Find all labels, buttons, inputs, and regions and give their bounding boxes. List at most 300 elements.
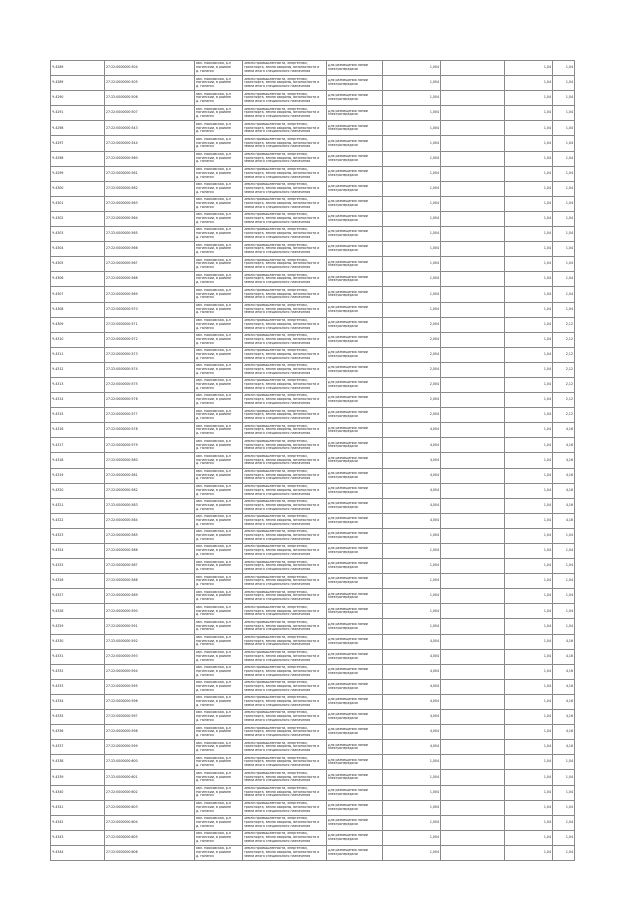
address-cell-line: обл. Московская, р-н: [196, 847, 232, 851]
permitted-use-cell-line: Для размещения линий: [328, 622, 368, 626]
land-category-cell-line: транспорта, земли обороны, безопасности и: [244, 820, 320, 824]
land-category-cell: [243, 332, 327, 347]
empty-cell: [441, 408, 505, 423]
permitted-use-cell-line: электропередачи: [328, 717, 358, 721]
cadastral-number-cell: 27:22:0000000:592: [105, 634, 195, 649]
empty-cell: [441, 845, 505, 860]
land-category-cell-line: Земли промышленности, энергетики,: [244, 198, 308, 202]
table-row: [51, 574, 575, 589]
address-cell-line: обл. Московская, р-н: [196, 122, 232, 126]
cadastral-number-cell: 27:22:0000000:603: [105, 800, 195, 815]
cadastral-number-cell: 27:22:0000000:575: [105, 377, 195, 392]
result-value-cell: 2,12: [553, 362, 575, 377]
permitted-use-cell-line: Для размещения линий: [328, 260, 368, 264]
permitted-use-cell: [327, 634, 383, 649]
land-category-cell-line: транспорта, земли обороны, безопасности и: [244, 564, 320, 568]
cadastral-number-cell: 27:22:0000000:597: [105, 710, 195, 725]
table-row: [51, 347, 575, 362]
result-value-cell: 1,04: [553, 589, 575, 604]
permitted-use-cell-line: Для размещения линий: [328, 335, 368, 339]
parcel-id-cell: Ч-4338: [51, 755, 105, 770]
result-value-cell: 1,04: [553, 845, 575, 860]
land-category-cell: [243, 211, 327, 226]
land-category-cell-line: земли иного специального назначения: [244, 371, 311, 375]
permitted-use-cell: [327, 740, 383, 755]
area-value-cell: 4,004: [383, 740, 441, 755]
coefficient-cell: 1,04: [505, 227, 553, 242]
area-value-cell: 1,004: [383, 136, 441, 151]
address-cell-line: д. Ногинск: [196, 764, 215, 768]
land-category-cell: [243, 302, 327, 317]
permitted-use-cell: [327, 423, 383, 438]
parcel-id-cell: Ч-4321: [51, 498, 105, 513]
land-category-cell-line: Земли промышленности, энергетики,: [244, 319, 308, 323]
empty-cell: [441, 453, 505, 468]
land-category-cell-line: Земли промышленности, энергетики,: [244, 545, 308, 549]
address-cell-line: обл. Московская, р-н: [196, 379, 232, 383]
permitted-use-cell-line: Для размещения линий: [328, 849, 368, 853]
area-value-cell: 4,004: [383, 710, 441, 725]
area-value-cell: 1,004: [383, 544, 441, 559]
land-category-cell-line: Земли промышленности, энергетики,: [244, 273, 308, 277]
land-category-cell: [243, 574, 327, 589]
area-value-cell: 1,004: [383, 589, 441, 604]
land-category-cell-line: Земли промышленности, энергетики,: [244, 364, 308, 368]
address-cell-line: обл. Московская, р-н: [196, 605, 232, 609]
address-cell-line: Ногинский, в районе: [196, 639, 231, 643]
land-category-cell-line: Земли промышленности, энергетики,: [244, 243, 308, 247]
parcel-id-cell: Ч-4320: [51, 483, 105, 498]
area-value-cell: 1,004: [383, 181, 441, 196]
permitted-use-cell-line: Для размещения линий: [328, 486, 368, 490]
area-value-cell: 1,004: [383, 272, 441, 287]
address-cell-line: обл. Московская, р-н: [196, 273, 232, 277]
land-category-cell-line: земли иного специального назначения: [244, 552, 311, 556]
area-value-cell: 1,004: [383, 227, 441, 242]
coefficient-cell: 1,04: [505, 453, 553, 468]
area-value-cell: 4,004: [383, 513, 441, 528]
cadastral-number-cell: 27:22:0000000:579: [105, 438, 195, 453]
land-category-cell-line: транспорта, земли обороны, безопасности и: [244, 685, 320, 689]
area-value-cell: 1,004: [383, 815, 441, 830]
land-category-cell-line: земли иного специального назначения: [244, 809, 311, 813]
parcel-id-cell: Ч-4319: [51, 468, 105, 483]
cadastral-number-cell: 27:22:0000000:561: [105, 166, 195, 181]
land-category-cell: [243, 287, 327, 302]
table-row: [51, 377, 575, 392]
result-value-cell: 1,04: [553, 544, 575, 559]
permitted-use-cell-line: Для размещения линий: [328, 698, 368, 702]
cadastral-number-cell: 27:22:0000000:543: [105, 121, 195, 136]
coefficient-cell: 1,04: [505, 61, 553, 76]
land-category-cell: [243, 468, 327, 483]
land-category-cell: [243, 830, 327, 845]
permitted-use-cell-line: электропередачи: [328, 354, 358, 358]
land-category-cell-line: транспорта, земли обороны, безопасности и: [244, 141, 320, 145]
cadastral-number-cell: 27:22:0000000:595: [105, 679, 195, 694]
address-cell-line: д. Ногинск: [196, 311, 215, 315]
land-category-cell: [243, 498, 327, 513]
land-category-cell: [243, 362, 327, 377]
result-value-cell: 1,04: [553, 559, 575, 574]
result-value-cell: 1,04: [553, 227, 575, 242]
land-category-cell-line: транспорта, земли обороны, безопасности и: [244, 579, 320, 583]
result-value-cell: 1,04: [553, 61, 575, 76]
parcel-id-cell: Ч-4300: [51, 181, 105, 196]
address-cell-line: д. Ногинск: [196, 69, 215, 73]
result-value-cell: 4,16: [553, 725, 575, 740]
address-cell: [195, 362, 243, 377]
address-cell-line: обл. Московская, р-н: [196, 741, 232, 745]
parcel-id-cell: Ч-4289: [51, 61, 105, 76]
permitted-use-cell: [327, 76, 383, 91]
land-category-cell-line: транспорта, земли обороны, безопасности и: [244, 549, 320, 553]
permitted-use-cell-line: Для размещения линий: [328, 124, 368, 128]
permitted-use-cell-line: электропередачи: [328, 218, 358, 222]
empty-cell: [441, 498, 505, 513]
cadastral-number-cell: 27:22:0000000:565: [105, 227, 195, 242]
permitted-use-cell: [327, 498, 383, 513]
permitted-use-cell-line: Для размещения линий: [328, 411, 368, 415]
permitted-use-cell: [327, 377, 383, 392]
parcel-id-cell: Ч-4302: [51, 211, 105, 226]
area-value-cell: 1,004: [383, 800, 441, 815]
land-category-cell-line: транспорта, земли обороны, безопасности и: [244, 458, 320, 462]
land-category-cell-line: транспорта, земли обороны, безопасности и: [244, 760, 320, 764]
land-category-cell-line: Земли промышленности, энергетики,: [244, 107, 308, 111]
area-value-cell: 1,004: [383, 604, 441, 619]
address-cell-line: д. Ногинск: [196, 718, 215, 722]
cadastral-number-cell: 27:22:0000000:605: [105, 830, 195, 845]
parcel-id-cell: Ч-4325: [51, 559, 105, 574]
area-value-cell: 4,004: [383, 664, 441, 679]
land-category-cell-line: земли иного специального назначения: [244, 658, 311, 662]
address-cell-line: Ногинский, в районе: [196, 81, 231, 85]
address-cell-line: д. Ногинск: [196, 613, 215, 617]
area-value-cell: 1,004: [383, 287, 441, 302]
permitted-use-cell-line: электропередачи: [328, 641, 358, 645]
land-category-cell-line: земли иного специального назначения: [244, 69, 311, 73]
permitted-use-cell: [327, 438, 383, 453]
area-value-cell: 1,004: [383, 528, 441, 543]
address-cell-line: Ногинский, в районе: [196, 156, 231, 160]
land-category-cell-line: Земли промышленности, энергетики,: [244, 590, 308, 594]
empty-cell: [441, 317, 505, 332]
land-category-cell: [243, 770, 327, 785]
land-category-cell-line: транспорта, земли обороны, безопасности и: [244, 277, 320, 281]
empty-cell: [441, 800, 505, 815]
area-value-cell: 1,004: [383, 106, 441, 121]
table-row: [51, 513, 575, 528]
result-value-cell: 4,16: [553, 483, 575, 498]
permitted-use-cell: [327, 528, 383, 543]
area-value-cell: 2,004: [383, 332, 441, 347]
result-value-cell: 4,16: [553, 710, 575, 725]
table-row: [51, 845, 575, 860]
coefficient-cell: 1,04: [505, 76, 553, 91]
parcel-id-cell: Ч-4324: [51, 544, 105, 559]
address-cell: [195, 423, 243, 438]
land-category-cell-line: Земли промышленности, энергетики,: [244, 424, 308, 428]
address-cell-line: Ногинский, в районе: [196, 458, 231, 462]
land-category-cell-line: Земли промышленности, энергетики,: [244, 92, 308, 96]
land-category-cell: [243, 815, 327, 830]
cadastral-number-cell: 27:22:0000000:602: [105, 785, 195, 800]
land-category-cell: [243, 785, 327, 800]
result-value-cell: 1,04: [553, 287, 575, 302]
table-body: [51, 61, 575, 861]
permitted-use-cell-line: Для размещения линий: [328, 456, 368, 460]
permitted-use-cell-line: электропередачи: [328, 626, 358, 630]
address-cell: [195, 815, 243, 830]
parcel-id-cell: Ч-4312: [51, 362, 105, 377]
address-cell-line: Ногинский, в районе: [196, 594, 231, 598]
permitted-use-cell: [327, 91, 383, 106]
parcel-id-cell: Ч-4333: [51, 679, 105, 694]
cadastral-number-cell: 27:22:0000000:593: [105, 649, 195, 664]
empty-cell: [441, 242, 505, 257]
cadastral-number-cell: 27:22:0000000:606: [105, 845, 195, 860]
area-value-cell: 1,004: [383, 166, 441, 181]
coefficient-cell: 1,04: [505, 287, 553, 302]
empty-cell: [441, 181, 505, 196]
address-cell-line: д. Ногинск: [196, 205, 215, 209]
permitted-use-cell-line: Для размещения линий: [328, 803, 368, 807]
cadastral-number-cell: 27:22:0000000:566: [105, 242, 195, 257]
address-cell-line: Ногинский, в районе: [196, 473, 231, 477]
address-cell-line: обл. Московская, р-н: [196, 349, 232, 353]
result-value-cell: 1,04: [553, 528, 575, 543]
result-value-cell: 4,16: [553, 453, 575, 468]
result-value-cell: 1,04: [553, 830, 575, 845]
land-category-cell-line: земли иного специального назначения: [244, 537, 311, 541]
permitted-use-cell-line: Для размещения линий: [328, 396, 368, 400]
land-category-cell: [243, 755, 327, 770]
area-value-cell: 1,004: [383, 61, 441, 76]
area-value-cell: 1,004: [383, 196, 441, 211]
coefficient-cell: 1,04: [505, 845, 553, 860]
parcel-id-cell: Ч-4326: [51, 574, 105, 589]
permitted-use-cell: [327, 106, 383, 121]
land-category-cell-line: земли иного специального назначения: [244, 628, 311, 632]
parcel-id-cell: Ч-4309: [51, 317, 105, 332]
empty-cell: [441, 619, 505, 634]
result-value-cell: 1,04: [553, 815, 575, 830]
land-category-cell-line: транспорта, земли обороны, безопасности и: [244, 700, 320, 704]
parcel-id-cell: Ч-4297: [51, 136, 105, 151]
permitted-use-cell-line: Для размещения линий: [328, 532, 368, 536]
parcel-id-cell: Ч-4306: [51, 272, 105, 287]
permitted-use-cell-line: Для размещения линий: [328, 305, 368, 309]
cadastral-number-cell: 27:22:0000000:544: [105, 136, 195, 151]
land-category-cell-line: Земли промышленности, энергетики,: [244, 771, 308, 775]
table-row: [51, 181, 575, 196]
parcel-id-cell: Ч-4290: [51, 91, 105, 106]
area-value-cell: 1,004: [383, 559, 441, 574]
land-category-cell-line: Земли промышленности, энергетики,: [244, 666, 308, 670]
permitted-use-cell-line: Для размещения линий: [328, 683, 368, 687]
land-category-cell-line: земли иного специального назначения: [244, 100, 311, 104]
address-cell-line: обл. Московская, р-н: [196, 500, 232, 504]
address-cell-line: Ногинский, в районе: [196, 534, 231, 538]
permitted-use-cell: [327, 362, 383, 377]
cadastral-number-cell: 27:22:0000000:573: [105, 347, 195, 362]
result-value-cell: 1,04: [553, 770, 575, 785]
coefficient-cell: 1,04: [505, 770, 553, 785]
address-cell-line: д. Ногинск: [196, 175, 215, 179]
coefficient-cell: 1,04: [505, 755, 553, 770]
area-value-cell: 2,004: [383, 317, 441, 332]
empty-cell: [441, 694, 505, 709]
permitted-use-cell-line: Для размещения линий: [328, 577, 368, 581]
address-cell: [195, 725, 243, 740]
parcel-id-cell: Ч-4298: [51, 121, 105, 136]
address-cell-line: д. Ногинск: [196, 281, 215, 285]
address-cell: [195, 740, 243, 755]
parcel-id-cell: Ч-4334: [51, 694, 105, 709]
address-cell-line: д. Ногинск: [196, 507, 215, 511]
address-cell-line: д. Ногинск: [196, 839, 215, 843]
land-category-cell-line: Земли промышленности, энергетики,: [244, 469, 308, 473]
result-value-cell: 1,04: [553, 785, 575, 800]
land-category-cell: [243, 740, 327, 755]
land-category-cell-line: земли иного специального назначения: [244, 507, 311, 511]
area-value-cell: 2,004: [383, 393, 441, 408]
cadastral-number-cell: 27:22:0000000:584: [105, 513, 195, 528]
land-category-cell-line: транспорта, земли обороны, безопасности и: [244, 171, 320, 175]
result-value-cell: 4,16: [553, 694, 575, 709]
permitted-use-cell: [327, 664, 383, 679]
permitted-use-cell-line: электропередачи: [328, 732, 358, 736]
table-row: [51, 815, 575, 830]
address-cell-line: обл. Московская, р-н: [196, 575, 232, 579]
address-cell-line: обл. Московская, р-н: [196, 771, 232, 775]
land-category-cell-line: транспорта, земли обороны, безопасности и: [244, 156, 320, 160]
area-value-cell: 4,004: [383, 498, 441, 513]
land-category-cell-line: транспорта, земли обороны, безопасности и: [244, 624, 320, 628]
permitted-use-cell: [327, 181, 383, 196]
permitted-use-cell-line: Для размещения линий: [328, 109, 368, 113]
address-cell-line: Ногинский, в районе: [196, 307, 231, 311]
land-category-cell: [243, 649, 327, 664]
land-category-cell: [243, 604, 327, 619]
address-cell-line: обл. Московская, р-н: [196, 545, 232, 549]
land-category-cell-line: земли иного специального назначения: [244, 568, 311, 572]
address-cell: [195, 755, 243, 770]
permitted-use-cell-line: Для размещения линий: [328, 834, 368, 838]
result-value-cell: 1,04: [553, 619, 575, 634]
parcel-id-cell: Ч-4343: [51, 830, 105, 845]
permitted-use-cell-line: Для размещения линий: [328, 592, 368, 596]
land-category-cell: [243, 151, 327, 166]
parcel-id-cell: Ч-4341: [51, 800, 105, 815]
land-category-cell-line: транспорта, земли обороны, безопасности и: [244, 232, 320, 236]
empty-cell: [441, 740, 505, 755]
coefficient-cell: 1,04: [505, 302, 553, 317]
address-cell: [195, 91, 243, 106]
permitted-use-cell: [327, 393, 383, 408]
parcel-id-cell: Ч-4332: [51, 664, 105, 679]
table-row: [51, 770, 575, 785]
table-row: [51, 227, 575, 242]
coefficient-cell: 1,04: [505, 528, 553, 543]
cadastral-number-cell: 27:22:0000000:585: [105, 528, 195, 543]
address-cell-line: д. Ногинск: [196, 537, 215, 541]
area-value-cell: 1,004: [383, 302, 441, 317]
permitted-use-cell-line: Для размещения линий: [328, 64, 368, 68]
land-category-cell: [243, 423, 327, 438]
land-category-cell-line: транспорта, земли обороны, безопасности и: [244, 835, 320, 839]
parcel-id-cell: Ч-4335: [51, 710, 105, 725]
result-value-cell: 1,04: [553, 136, 575, 151]
land-category-cell: [243, 377, 327, 392]
coefficient-cell: 1,04: [505, 468, 553, 483]
cadastral-number-cell: 27:22:0000000:598: [105, 725, 195, 740]
address-cell-line: обл. Московская, р-н: [196, 515, 232, 519]
address-cell-line: Ногинский, в районе: [196, 503, 231, 507]
table-row: [51, 362, 575, 377]
parcel-id-cell: Ч-4289: [51, 76, 105, 91]
permitted-use-cell-line: электропередачи: [328, 520, 358, 524]
table-row: [51, 800, 575, 815]
land-category-cell-line: земли иного специального назначения: [244, 613, 311, 617]
area-value-cell: 2,004: [383, 408, 441, 423]
land-category-cell: [243, 272, 327, 287]
area-value-cell: 1,004: [383, 257, 441, 272]
land-category-cell-line: Земли промышленности, энергетики,: [244, 605, 308, 609]
permitted-use-cell-line: электропередачи: [328, 566, 358, 570]
land-category-cell-line: транспорта, земли обороны, безопасности и: [244, 488, 320, 492]
coefficient-cell: 1,04: [505, 423, 553, 438]
empty-cell: [441, 604, 505, 619]
permitted-use-cell: [327, 347, 383, 362]
land-category-cell-line: Земли промышленности, энергетики,: [244, 696, 308, 700]
address-cell-line: обл. Московская, р-н: [196, 590, 232, 594]
permitted-use-cell-line: электропередачи: [328, 837, 358, 841]
result-value-cell: 1,04: [553, 91, 575, 106]
cadastral-number-cell: 27:22:0000000:576: [105, 393, 195, 408]
land-category-cell-line: транспорта, земли обороны, безопасности и: [244, 111, 320, 115]
land-category-cell-line: земли иного специального назначения: [244, 281, 311, 285]
table-row: [51, 257, 575, 272]
address-cell-line: обл. Московская, р-н: [196, 756, 232, 760]
permitted-use-cell-line: электропередачи: [328, 490, 358, 494]
area-value-cell: 1,004: [383, 211, 441, 226]
address-cell: [195, 498, 243, 513]
area-value-cell: 4,004: [383, 423, 441, 438]
permitted-use-cell: [327, 694, 383, 709]
permitted-use-cell: [327, 211, 383, 226]
result-value-cell: 1,04: [553, 242, 575, 257]
land-category-cell-line: транспорта, земли обороны, безопасности и: [244, 202, 320, 206]
address-cell-line: обл. Московская, р-н: [196, 137, 232, 141]
cadastral-number-cell: 27:22:0000000:564: [105, 211, 195, 226]
permitted-use-cell-line: электропередачи: [328, 68, 358, 72]
address-cell-line: обл. Московская, р-н: [196, 213, 232, 217]
empty-cell: [441, 166, 505, 181]
permitted-use-cell-line: Для размещения линий: [328, 245, 368, 249]
address-cell-line: Ногинский, в районе: [196, 111, 231, 115]
area-value-cell: 4,004: [383, 634, 441, 649]
address-cell-line: обл. Московская, р-н: [196, 394, 232, 398]
land-category-cell-line: земли иного специального назначения: [244, 688, 311, 692]
cadastral-number-cell: 27:22:0000000:580: [105, 453, 195, 468]
address-cell-line: д. Ногинск: [196, 341, 215, 345]
coefficient-cell: 1,04: [505, 136, 553, 151]
address-cell-line: обл. Московская, р-н: [196, 364, 232, 368]
land-category-cell-line: Земли промышленности, энергетики,: [244, 122, 308, 126]
address-cell-line: Ногинский, в районе: [196, 217, 231, 221]
